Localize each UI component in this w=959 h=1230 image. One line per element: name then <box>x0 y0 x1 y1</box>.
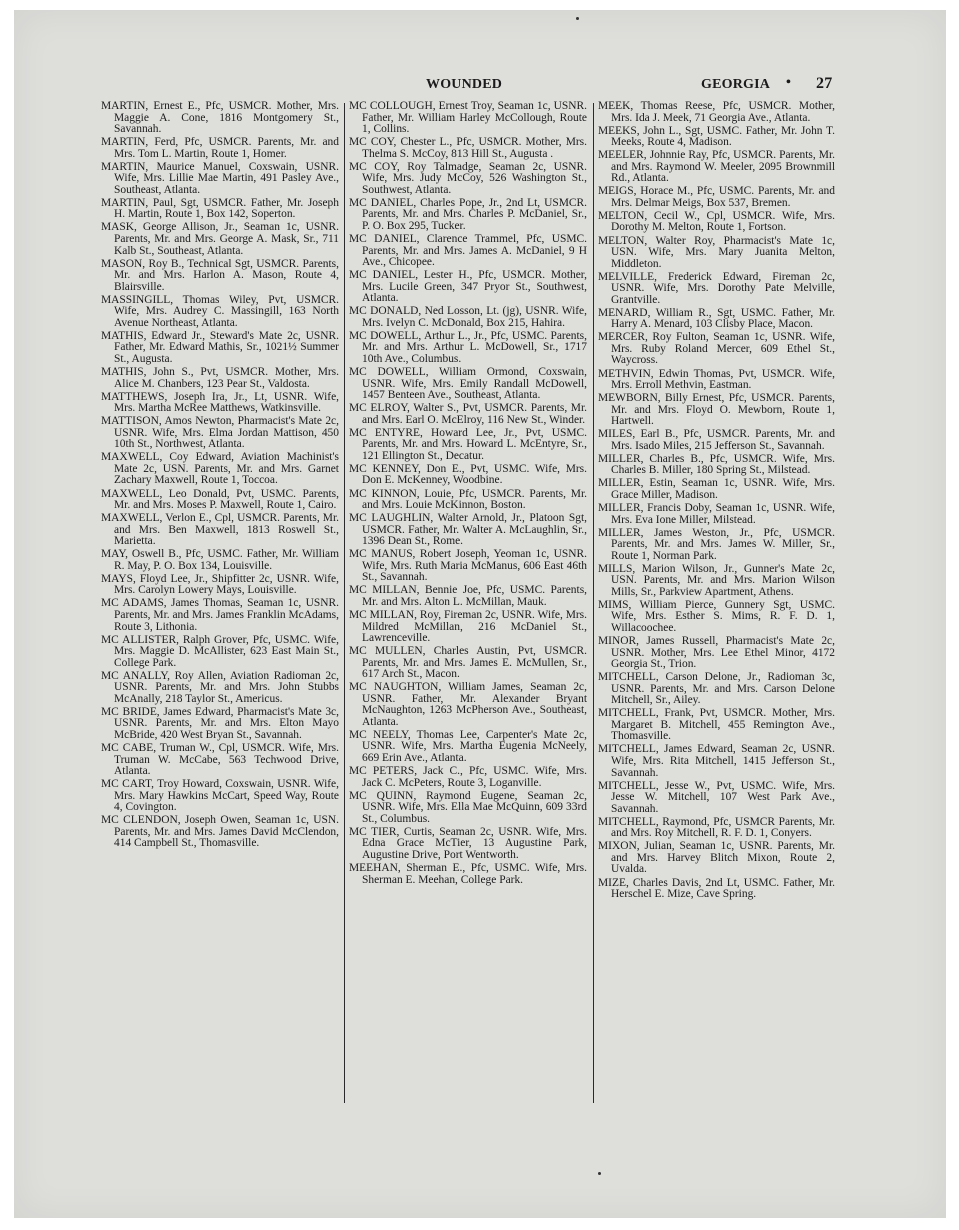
page-number: 27 <box>816 75 833 92</box>
casualty-entry: MEEKS, John L., Sgt, USMC. Father, Mr. John T. Meeks, Route 4, Madison. <box>598 124 835 149</box>
column-3 <box>598 101 835 902</box>
casualty-entry: MASSINGILL, Thomas Wiley, Pvt, USMCR. Wife, Mrs. Audrey C. Massingill, 163 North Avenue Northeast, Atlanta. <box>101 293 339 329</box>
casualty-entry: MC ALLISTER, Ralph Grover, Pfc, USMC. Wife, Mrs. Maggie D. McAllister, 623 East Main St., College Park. <box>101 633 339 669</box>
casualty-entry: MC PETERS, Jack C., Pfc, USMC. Wife, Mrs. Jack C. McPeters, Route 3, Loganville. <box>349 765 587 789</box>
casualty-entry: MC NAUGHTON, William James, Seaman 2c, USNR. Father, Mr. Alexander Bryant McNaughton, 1263 McPherson Ave., Southeast, Atlanta. <box>349 681 587 728</box>
casualty-entry: MATTISON, Amos Newton, Pharmacist's Mate 2c, USNR. Wife, Mrs. Elma Jordan Mattison, 450 10th St., Northwest, Atlanta. <box>101 415 339 451</box>
casualty-entry: MINOR, James Russell, Pharmacist's Mate 2c, USNR. Mother, Mrs. Lee Ethel Minor, 4172 Georgia St., Trion. <box>598 635 835 671</box>
casualty-entry: MILLS, Marion Wilson, Jr., Gunner's Mate 2c, USN. Parents, Mr. and Mrs. Marion Wilson Mills, Sr., Parkview Apartment, Athens. <box>598 562 835 598</box>
casualty-entry: MC LAUGHLIN, Walter Arnold, Jr., Platoon Sgt, USMCR. Father, Mr. Walter A. McLaughlin, Sr., 1396 Dean St., Rome. <box>349 512 587 548</box>
column-2 <box>349 101 587 888</box>
column-1 <box>101 101 339 851</box>
page-header <box>100 75 840 97</box>
casualty-entry: MARTIN, Paul, Sgt, USMCR. Father, Mr. Joseph H. Martin, Route 1, Box 142, Soperton. <box>101 196 339 221</box>
casualty-entry: MC CART, Troy Howard, Coxswain, USNR. Wife, Mrs. Mary Hawkins McCart, Speed Way, Route 4, Covington. <box>101 778 339 814</box>
casualty-entry: MC CLENDON, Joseph Owen, Seaman 1c, USN. Parents, Mr. and Mrs. James David McClendon, 414 Campbell St., Thomasville. <box>101 814 339 850</box>
casualty-entry: MELTON, Cecil W., Cpl, USMCR. Wife, Mrs. Dorothy M. Melton, Route 1, Fortson. <box>598 209 835 234</box>
casualty-entry: METHVIN, Edwin Thomas, Pvt, USMCR. Wife, Mrs. Erroll Methvin, Eastman. <box>598 367 835 392</box>
casualty-entry: MEEHAN, Sherman E., Pfc, USMC. Wife, Mrs. Sherman E. Meehan, College Park. <box>349 861 587 886</box>
casualty-entry: MAXWELL, Coy Edward, Aviation Machinist's Mate 2c, USN. Parents, Mr. and Mrs. Garnet Zachary Maxwell, Route 1, Toccoa. <box>101 451 339 487</box>
casualty-entry: MC COLLOUGH, Ernest Troy, Seaman 1c, USNR. Father, Mr. William Harley McCollough, Route 1, Collins. <box>349 100 587 136</box>
casualty-entry: MC DOWELL, William Ormond, Coxswain, USNR. Wife, Mrs. Emily Randall McDowell, 1457 Benteen Ave., Southeast, Atlanta. <box>349 366 587 402</box>
casualty-entry: MELVILLE, Frederick Edward, Fireman 2c, USNR. Wife, Mrs. Dorothy Pate Melville, Grantville. <box>598 270 835 306</box>
casualty-entry: MC ANALLY, Roy Allen, Aviation Radioman 2c, USNR. Parents, Mr. and Mrs. John Stubbs McAnally, 218 Taylor St., Americus. <box>101 669 339 705</box>
casualty-entry: MITCHELL, Frank, Pvt, USMCR. Mother, Mrs. Margaret B. Mitchell, 455 Remington Ave., Thomasville. <box>598 707 835 743</box>
casualty-entry: MAXWELL, Leo Donald, Pvt, USMC. Parents, Mr. and Mrs. Moses P. Maxwell, Route 1, Cairo. <box>101 487 339 512</box>
casualty-entry: MITCHELL, Jesse W., Pvt, USMC. Wife, Mrs. Jesse W. Mitchell, 107 West Park Ave., Savannah. <box>598 779 835 815</box>
casualty-entry: MC COY, Roy Talmadge, Seaman 2c, USNR. Wife, Mrs. Judy McCoy, 526 Washington St., Southwest, Atlanta. <box>349 160 587 196</box>
casualty-entry: MC NEELY, Thomas Lee, Carpenter's Mate 2c, USNR. Wife, Mrs. Martha Eugenia McNeely, 669 Erin Ave., Atlanta. <box>349 728 587 765</box>
casualty-entry: MENARD, William R., Sgt, USMC. Father, Mr. Harry A. Menard, 103 Clisby Place, Macon. <box>598 306 835 331</box>
casualty-entry: MC QUINN, Raymond Eugene, Seaman 2c, USNR. Wife, Mrs. Ella Mae McQuinn, 609 33rd St., Columbus. <box>349 789 587 825</box>
casualty-entry: MITCHELL, Carson Delone, Jr., Radioman 3c, USNR. Parents, Mr. and Mrs. Carson Delone Mitchell, Sr., Ailey. <box>598 671 835 707</box>
casualty-entry: MAY, Oswell B., Pfc, USMC. Father, Mr. William R. May, P. O. Box 134, Louisville. <box>101 548 339 572</box>
casualty-entry: MASON, Roy B., Technical Sgt, USMCR. Parents, Mr. and Mrs. Harlon A. Mason, Route 4, Blairsville. <box>101 257 339 293</box>
casualty-entry: MC DANIEL, Lester H., Pfc, USMCR. Mother, Mrs. Lucile Green, 347 Pryor St., Southwest, Atlanta. <box>349 269 587 305</box>
casualty-entry: MEWBORN, Billy Ernest, Pfc, USMCR. Parents, Mr. and Mrs. Floyd O. Mewborn, Route 1, Hartwell. <box>598 392 835 428</box>
casualty-entry: MILLER, James Weston, Jr., Pfc, USMCR. Parents, Mr. and Mrs. James W. Miller, Sr., Route 1, Norman Park. <box>598 526 835 562</box>
casualty-entry: MEELER, Johnnie Ray, Pfc, USMCR. Parents, Mr. and Mrs. Raymond W. Meeler, 2095 Brownmill Rd., Atlanta. <box>598 149 835 185</box>
casualty-entry: MARTIN, Maurice Manuel, Coxswain, USNR. Wife, Mrs. Lillie Mae Martin, 491 Pasley Ave., Southeast, Atlanta. <box>101 160 339 196</box>
casualty-entry: MC DANIEL, Clarence Trammel, Pfc, USMC. Parents, Mr. and Mrs. James A. McDaniel, 9 H Ave., Chicopee. <box>349 233 587 269</box>
casualty-entry: MC DANIEL, Charles Pope, Jr., 2nd Lt, USMCR. Parents, Mr. and Mrs. Charles P. McDaniel, Sr., P. O. Box 295, Tucker. <box>349 196 587 232</box>
state-title: GEORGIA <box>701 77 771 92</box>
casualty-entry: MILLER, Charles B., Pfc, USMCR. Wife, Mrs. Charles B. Miller, 180 Spring St., Milstead. <box>598 452 835 477</box>
casualty-entry: MATHIS, Edward Jr., Steward's Mate 2c, USNR. Father, Mr. Edward Mathis, Sr., 1021½ Summer St., Augusta. <box>101 329 339 365</box>
casualty-entry: MIZE, Charles Davis, 2nd Lt, USMC. Father, Mr. Herschel E. Mize, Cave Spring. <box>598 876 835 901</box>
casualty-entry: MC ELROY, Walter S., Pvt, USMCR. Parents, Mr. and Mrs. Earl O. McElroy, 116 New St., Winder. <box>349 402 587 426</box>
casualty-entry: MAYS, Floyd Lee, Jr., Shipfitter 2c, USNR. Wife, Mrs. Carolyn Lowery Mays, Louisville. <box>101 572 339 597</box>
casualty-entry: MERCER, Roy Fulton, Seaman 1c, USNR. Wife, Mrs. Ruby Roland Mercer, 609 Ethel St., Waycross. <box>598 331 835 367</box>
column-divider <box>344 103 345 1103</box>
casualty-entry: MC MULLEN, Charles Austin, Pvt, USMCR. Parents, Mr. and Mrs. James E. McMullen, Sr., 617 Arch St., Macon. <box>349 645 587 681</box>
casualty-entry: MASK, George Allison, Jr., Seaman 1c, USNR. Parents, Mr. and Mrs. George A. Mask, Sr., 711 Kalb St., Southeast, Atlanta. <box>101 221 339 257</box>
casualty-entry: MILES, Earl B., Pfc, USMCR. Parents, Mr. and Mrs. Isado Miles, 215 Jefferson St., Savannah. <box>598 428 835 452</box>
casualty-entry: MC BRIDE, James Edward, Pharmacist's Mate 3c, USNR. Parents, Mr. and Mrs. Elton Mayo McBride, 420 West Bryan St., Savannah. <box>101 705 339 741</box>
casualty-entry: MC CABE, Truman W., Cpl, USMCR. Wife, Mrs. Truman W. McCabe, 563 Techwood Drive, Atlanta. <box>101 741 339 778</box>
casualty-entry: MATHIS, John S., Pvt, USMCR. Mother, Mrs. Alice M. Chanbers, 123 Pear St., Valdosta. <box>101 366 339 390</box>
casualty-entry: MITCHELL, James Edward, Seaman 2c, USNR. Wife, Mrs. Rita Mitchell, 1415 Jefferson St., Savannah. <box>598 743 835 779</box>
casualty-entry: MILLER, Francis Doby, Seaman 1c, USNR. Wife, Mrs. Eva Ione Miller, Milstead. <box>598 502 835 526</box>
casualty-entry: MC DOWELL, Arthur L., Jr., Pfc, USMC. Parents, Mr. and Mrs. Arthur L. McDowell, Sr., 1717 10th Ave., Columbus. <box>349 329 587 365</box>
casualty-entry: MARTIN, Ferd, Pfc, USMCR. Parents, Mr. and Mrs. Tom L. Martin, Route 1, Homer. <box>101 136 339 160</box>
casualty-entry: MATTHEWS, Joseph Ira, Jr., Lt, USNR. Wife, Mrs. Martha McRee Matthews, Watkinsville. <box>101 390 339 415</box>
casualty-entry: MC MANUS, Robert Joseph, Yeoman 1c, USNR. Wife, Mrs. Ruth Maria McManus, 606 East 46th St., Savannah. <box>349 548 587 584</box>
casualty-entry: MC KINNON, Louie, Pfc, USMCR. Parents, Mr. and Mrs. Louie McKinnon, Boston. <box>349 487 587 512</box>
section-title: WOUNDED <box>426 77 503 92</box>
casualty-entry: MC MILLAN, Roy, Fireman 2c, USNR. Wife, Mrs. Mildred McMillan, 216 McDaniel St., Lawrenceville. <box>349 608 587 645</box>
column-divider <box>593 103 594 1103</box>
casualty-entry: MC KENNEY, Don E., Pvt, USMC. Wife, Mrs. Don E. McKenney, Woodbine. <box>349 462 587 487</box>
casualty-entry: MIXON, Julian, Seaman 1c, USNR. Parents, Mr. and Mrs. Harvey Blitch Mixon, Route 2, Uvalda. <box>598 840 835 876</box>
casualty-entry: MEIGS, Horace M., Pfc, USMC. Parents, Mr. and Mrs. Delmar Meigs, Box 537, Bremen. <box>598 185 835 209</box>
scan-speck <box>598 1172 601 1175</box>
casualty-entry: MC COY, Chester L., Pfc, USMCR. Mother, Mrs. Thelma S. McCoy, 813 Hill St., Augusta . <box>349 136 587 160</box>
casualty-entry: MC DONALD, Ned Losson, Lt. (jg), USNR. Wife, Mrs. Ivelyn C. McDonald, Box 215, Hahira. <box>349 305 587 329</box>
casualty-entry: MC MILLAN, Bennie Joe, Pfc, USMC. Parents, Mr. and Mrs. Alton L. McMillan, Mauk. <box>349 584 587 608</box>
scan-speck <box>576 17 579 20</box>
casualty-entry: MAXWELL, Verlon E., Cpl, USMCR. Parents, Mr. and Mrs. Ben Maxwell, 1813 Roswell St., Marietta. <box>101 512 339 548</box>
casualty-entry: MEEK, Thomas Reese, Pfc, USMCR. Mother, Mrs. Ida J. Meek, 71 Georgia Ave., Atlanta. <box>598 100 835 124</box>
casualty-entry: MARTIN, Ernest E., Pfc, USMCR. Mother, Mrs. Maggie A. Cone, 1816 Montgomery St., Savannah. <box>101 100 339 136</box>
casualty-entry: MITCHELL, Raymond, Pfc, USMCR Parents, Mr. and Mrs. Roy Mitchell, R. F. D. 1, Conyers. <box>598 815 835 840</box>
casualty-entry: MILLER, Estin, Seaman 1c, USNR. Wife, Mrs. Grace Miller, Madison. <box>598 477 835 501</box>
casualty-entry: MC ADAMS, James Thomas, Seaman 1c, USNR. Parents, Mr. and Mrs. James Franklin McAdams, Route 3, Lithonia. <box>101 597 339 633</box>
header-bullet: • <box>786 75 792 90</box>
casualty-entry: MC TIER, Curtis, Seaman 2c, USNR. Wife, Mrs. Edna Grace McTier, 13 Augustine Park, Augustine Drive, Port Wentworth. <box>349 825 587 861</box>
casualty-entry: MIMS, William Pierce, Gunnery Sgt, USMC. Wife, Mrs. Esther S. Mims, R. F. D. 1, Willacoochee. <box>598 598 835 635</box>
casualty-entry: MC ENTYRE, Howard Lee, Jr., Pvt, USMC. Parents, Mr. and Mrs. Howard L. McEntyre, Sr., 121 Ellington St., Decatur. <box>349 426 587 462</box>
casualty-entry: MELTON, Walter Roy, Pharmacist's Mate 1c, USN. Wife, Mrs. Mary Juanita Melton, Middleton. <box>598 234 835 270</box>
